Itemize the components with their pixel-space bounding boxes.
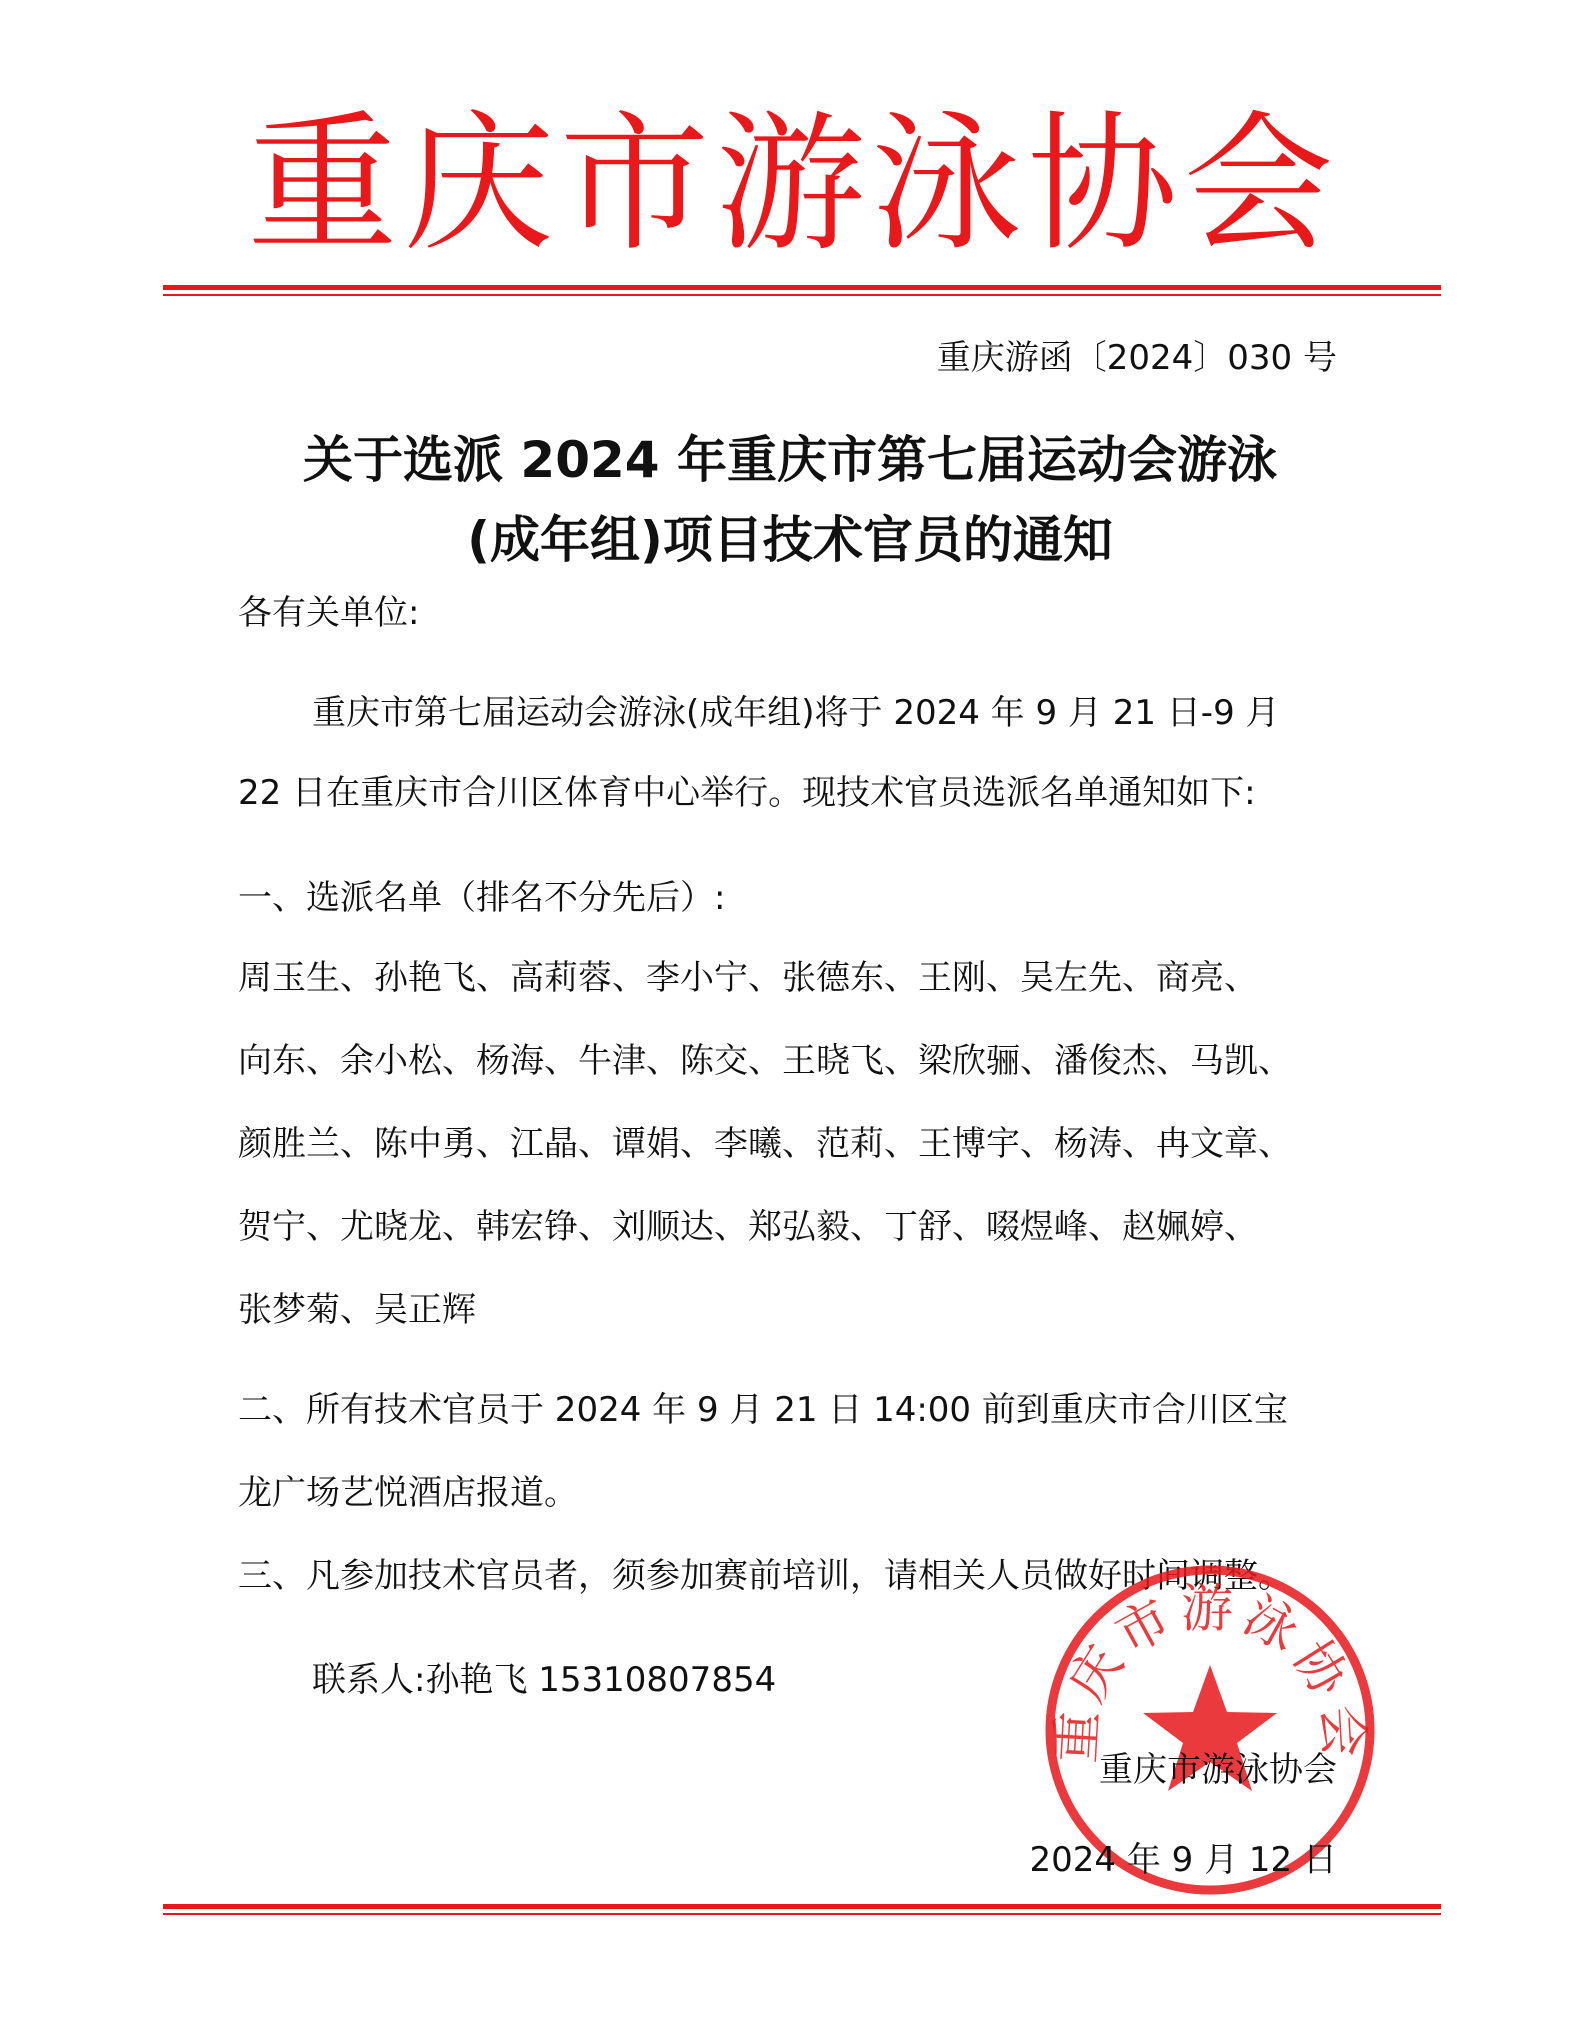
section1-heading: 一、选派名单（排名不分先后）: [238, 878, 726, 918]
signature-org: 重庆市游泳协会 [1099, 1750, 1337, 1790]
name-list-line: 张梦菊、吴正辉 [238, 1290, 476, 1330]
intro-line2: 22 日在重庆市合川区体育中心举行。现技术官员选派名单通知如下: [238, 773, 1256, 813]
seal-text: 重庆市游泳协会 [1046, 1579, 1374, 1765]
footer-thin-rule [163, 1913, 1441, 1915]
name-list-line: 周玉生、孙艳飞、高莉蓉、李小宁、张德东、王刚、吴左先、商亮、 [238, 958, 1258, 998]
document-title-line1: 关于选派 2024 年重庆市第七届运动会游泳 [303, 431, 1277, 489]
letterhead-thick-rule [163, 285, 1441, 290]
name-list-line: 向东、余小松、杨海、牛津、陈交、王晓飞、梁欣骊、潘俊杰、马凯、 [238, 1041, 1292, 1081]
letterhead-org-name: 重庆市游泳协会 [247, 98, 1340, 272]
document-number: 重庆游函〔2024〕030 号 [936, 338, 1337, 378]
footer-thick-rule [163, 1904, 1441, 1909]
section2-line2: 龙广场艺悦酒店报道。 [238, 1473, 578, 1513]
section2-line1: 二、所有技术官员于 2024 年 9 月 21 日 14:00 前到重庆市合川区宝 [238, 1390, 1288, 1430]
name-list-line: 颜胜兰、陈中勇、江晶、谭娟、李曦、范莉、王博宇、杨涛、冉文章、 [238, 1124, 1292, 1164]
signature-date: 2024 年 9 月 12 日 [1029, 1840, 1337, 1880]
letterhead-thin-rule [163, 294, 1441, 296]
salutation: 各有关单位: [238, 593, 420, 633]
section3-text: 三、凡参加技术官员者，须参加赛前培训，请相关人员做好时间调整。 [238, 1556, 1292, 1596]
intro-line1: 重庆市第七届运动会游泳(成年组)将于 2024 年 9 月 21 日-9 月 [312, 693, 1280, 733]
document-title-line2: (成年组)项目技术官员的通知 [467, 511, 1113, 569]
name-list-line: 贺宁、尤晓龙、韩宏铮、刘顺达、郑弘毅、丁舒、啜煜峰、赵姵婷、 [238, 1207, 1258, 1247]
contact-info: 联系人:孙艳飞 15310807854 [312, 1660, 777, 1700]
